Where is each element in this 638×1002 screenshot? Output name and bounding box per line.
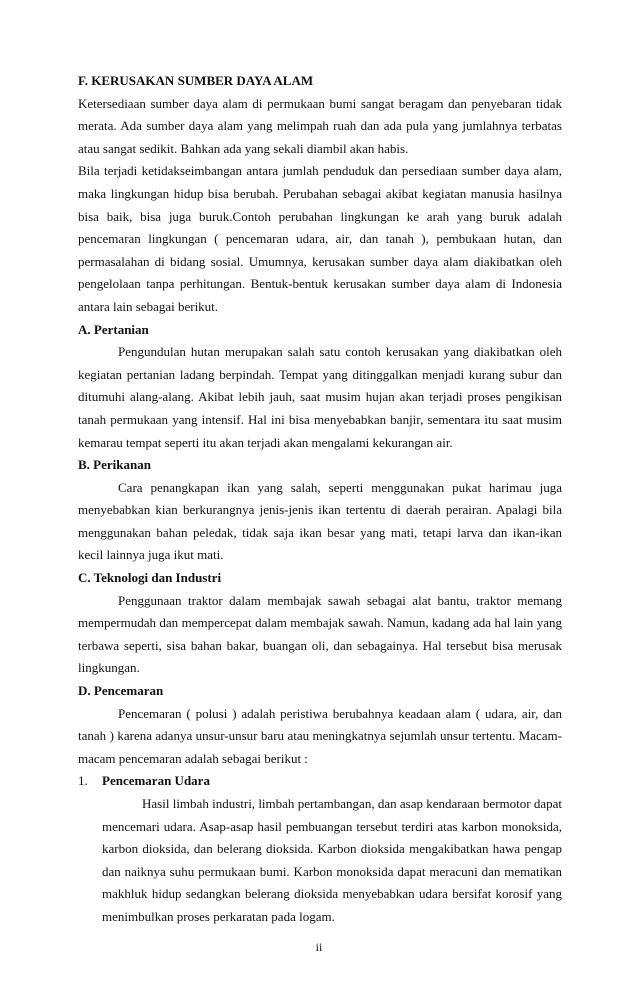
list-item-pencemaran-udara (78, 770, 562, 793)
list-item-title: Pencemaran Udara (102, 773, 210, 789)
section-f-title: F. KERUSAKAN SUMBER DAYA ALAM (78, 73, 314, 88)
section-a-body: Pengundulan hutan merupakan salah satu contoh kerusakan yang diakibatkan oleh kegiatan pertanian ladang berpindah. Tempat yang ditinggalkan menjadi kurang subur dan ditumuhi alang-alang. Akibat lebih jauh, saat musim hujan akan terjadi proses pengikisan tanah permukaan yang intensif. Hal ini bisa menyebabkan banjir, sementara itu saat musim kemarau tempat seperti itu akan terjadi akan mengalami kekurangan air. (78, 344, 562, 450)
section-a-title: A. Pertanian (78, 321, 149, 337)
section-d-title: D. Pencemaran (78, 683, 164, 699)
section-d-body: Pencemaran ( polusi ) adalah peristiwa berubahnya keadaan alam ( udara, air, dan tanah ) karena adanya unsur-unsur baru atau meningkatnya sejumlah unsur tertentu. Macam-macam pencemaran adalah sebagai berikut : (78, 705, 562, 766)
list-item-number: 1. (78, 773, 88, 789)
list-item-body: Hasil limbah industri, limbah pertambangan, dan asap kendaraan bermotor dapat mencemari udara. Asap-asap hasil pembuangan tersebut terdiri atas karbon monoksida, karbon dioksida, dan belerang dioksida. Karbon dioksida mengakibatkan hawa pengap dan naiknya suhu permukaan bumi. Karbon monoksida dapat meracuni dan mematikan makhluk hidup sedangkan belerang dioksida menyebabkan udara bersifat korosif yang menimbulkan proses perkaratan pada logam. (102, 796, 562, 924)
section-c-title: C. Teknologi dan Industri (78, 570, 222, 586)
section-f-paragraph-1: Ketersediaan sumber daya alam di permukaan bumi sangat beragam dan penyebaran tidak merata. Ada sumber daya alam yang melimpah ruah dan ada pula yang jumlahnya terbatas atau sangat sedikit. Bahkan ada yang sekali diambil akan habis. (78, 95, 562, 156)
section-f-paragraph-2: Bila terjadi ketidakseimbangan antara jumlah penduduk dan persediaan sumber daya alam, maka lingkungan hidup bisa berubah. Perubahan sebagai akibat kegiatan manusia hasilnya bisa baik, bisa juga buruk.Contoh perubahan lingkungan ke arah yang buruk adalah pencemaran lingkungan ( pencemaran udara, air, dan tanah ), pembukaan hutan, dan permasalahan di bidang sosial. Umumnya, kerusakan sumber daya alam diakibatkan oleh pengelolaan tanpa perhitungan. Bentuk-bentuk kerusakan sumber daya alam di Indonesia antara lain sebagai berikut. (78, 163, 562, 314)
section-b-body: Cara penangkapan ikan yang salah, seperti menggunakan pukat harimau juga menyebabkan kian berkurangnya jenis-jenis ikan tertentu di daerah perairan. Apalagi bila menggunakan bahan peledak, tidak saja ikan besar yang mati, tetapi larva dan ikan-ikan kecil lainnya juga ikut mati. (78, 479, 562, 563)
section-c-body: Penggunaan traktor dalam membajak sawah sebagai alat bantu, traktor memang mempermudah dan mempercepat dalam membajak sawah. Namun, kadang ada hal lain yang terbawa seperti, sisa bahan bakar, buangan oli, dan sebagainya. Hal tersebut bisa merusak lingkungan. (78, 592, 562, 676)
page-number: ii (315, 940, 323, 954)
section-b-title: B. Perikanan (78, 457, 151, 473)
document-page (78, 70, 562, 929)
